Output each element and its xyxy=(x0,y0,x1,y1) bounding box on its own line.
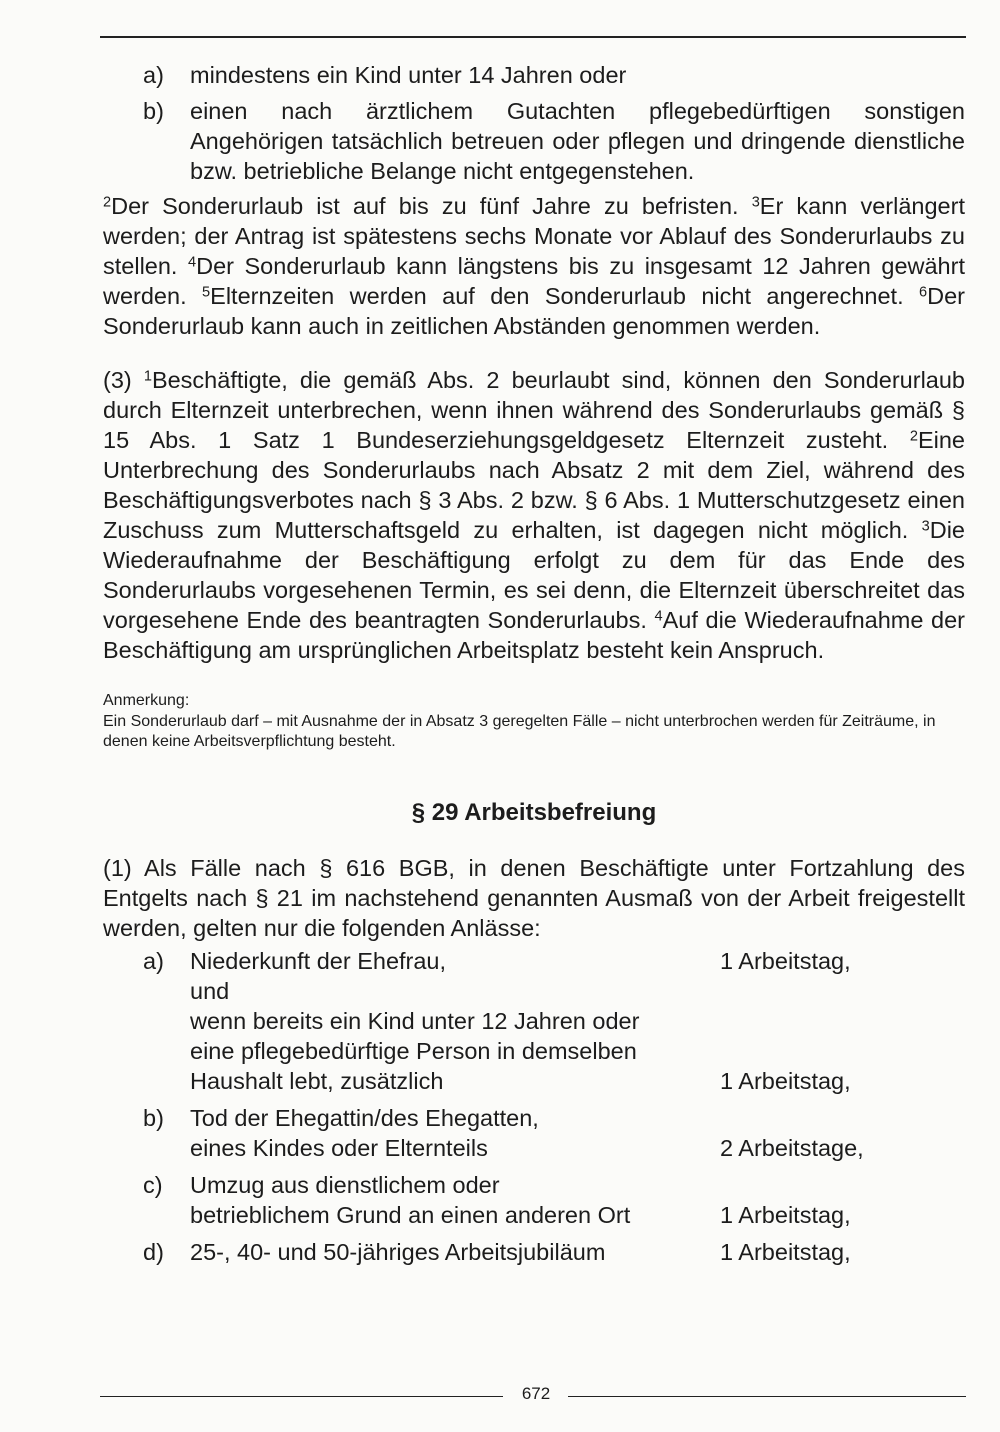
sentence-number: 6 xyxy=(919,284,928,301)
list-item xyxy=(143,96,965,186)
list-item xyxy=(143,60,965,90)
sentence-number: 4 xyxy=(654,608,663,625)
paragraph-3 xyxy=(103,365,965,665)
leave-label: c) xyxy=(143,1172,163,1198)
duration-value: 2 Arbeitstage, xyxy=(720,1135,864,1161)
leave-item-c xyxy=(143,1170,965,1230)
reason-line: 25-, 40- und 50-jähriges Arbeitsjubiläum xyxy=(190,1239,606,1265)
section-paragraph-1: (1) Als Fälle nach § 616 BGB, in denen Beschäftigte unter Fortzahlung des Entgelts nach § 21 im nachstehend genannten Ausmaß von der Arbeit freigestellt werden, gelten nur die folgenden Anlässe: xyxy=(103,855,965,941)
sentence: Beschäftigte, die gemäß Abs. 2 beurlaubt sind, können den Sonderurlaub durch Elternzeit unterbrechen, wenn ihnen während des Sonderurlaubs gemäß § 15 Abs. 1 Satz 1 Bundeserziehungsgeldgesetz Elternzeit zusteht. xyxy=(103,367,966,453)
leave-duration xyxy=(720,1237,965,1267)
leave-label: b) xyxy=(143,1105,164,1131)
leave-label: d) xyxy=(143,1239,164,1265)
sentence: Er kann verlängert werden; der Antrag ist spätestens sechs Monate vor Ablauf des Sonderurlaubs zu stellen. xyxy=(103,193,965,279)
sentence: Eine Unterbrechung des Sonderurlaubs nach Absatz 2 mit dem Ziel, während des Beschäftigungsverbotes nach § 3 Abs. 2 bzw. § 6 Abs. 1 Mutterschutzgesetz einen Zuschuss zum Mutterschaftsgeld zu erhalten, ist dagegen nicht möglich. xyxy=(103,427,965,543)
duration-value: 1 Arbeitstag, xyxy=(720,1202,851,1228)
sentence-number: 2 xyxy=(909,428,918,445)
reason-line: Tod der Ehegattin/des Ehegatten, xyxy=(190,1105,539,1131)
footer-rule-right xyxy=(568,1396,966,1397)
sentence: Auf die Wiederaufnahme der Beschäftigung am ursprünglichen Arbeitsplatz besteht kein Anspruch. xyxy=(103,607,965,663)
duration-value: 1 Arbeitstag, xyxy=(720,948,851,974)
paragraph-number: (3) xyxy=(103,367,144,393)
note-heading: Anmerkung: xyxy=(103,692,190,709)
section-title: § 29 Arbeitsbefreiung xyxy=(411,799,657,826)
page-number: 672 xyxy=(521,1384,551,1403)
sentence-number: 2 xyxy=(103,194,112,211)
leave-duration xyxy=(720,946,965,1096)
reason-line: und xyxy=(190,978,230,1004)
leave-item-d xyxy=(143,1237,965,1267)
sentence: Elternzeiten werden auf den Sonderurlaub nicht angerechnet. xyxy=(210,283,920,309)
sentence-number: 5 xyxy=(202,284,211,301)
reason-line: Umzug aus dienstlichem oder xyxy=(190,1172,500,1198)
leave-duration xyxy=(720,1103,965,1163)
note-block xyxy=(103,691,965,752)
page-content xyxy=(103,60,965,1274)
list-text: mindestens ein Kind unter 14 Jahren oder xyxy=(190,62,627,88)
leave-item-b xyxy=(143,1103,965,1163)
leave-reason xyxy=(190,1170,720,1230)
top-rule xyxy=(100,36,966,38)
leave-reason xyxy=(190,1103,720,1163)
leave-label: a) xyxy=(143,948,164,974)
sentence-number: 1 xyxy=(143,368,152,385)
list-label: b) xyxy=(143,98,164,124)
sentence-number: 3 xyxy=(921,518,930,535)
reason-line: betrieblichem Grund an einen anderen Ort xyxy=(190,1202,631,1228)
leave-duration xyxy=(720,1170,965,1230)
footer-rule-left xyxy=(100,1396,503,1397)
sentence: Der Sonderurlaub ist auf bis zu fünf Jahre zu befristen. xyxy=(111,193,752,219)
sentence: Der Sonderurlaub kann längstens bis zu insgesamt 12 Jahren gewährt werden. xyxy=(103,253,965,309)
leave-reason xyxy=(190,946,720,1096)
leave-list xyxy=(143,946,965,1267)
duration-value: 1 Arbeitstag, xyxy=(720,1068,851,1094)
sentence: Die Wiederaufnahme der Beschäftigung erfolgt zu dem für das Ende des Sonderurlaubs vorgesehenen Termin, es sei denn, die Elternzeit überschreitet das vorgesehene Ende des beantragten Sonderurlaubs. xyxy=(103,517,965,633)
reason-line: eine pflegebedürftige Person in demselben xyxy=(190,1038,637,1064)
reason-line: eines Kindes oder Elternteils xyxy=(190,1135,488,1161)
sentence: Der Sonderurlaub kann auch in zeitlichen Abständen genommen werden. xyxy=(103,283,966,339)
reason-line: wenn bereits ein Kind unter 12 Jahren oder xyxy=(190,1008,640,1034)
note-text: Ein Sonderurlaub darf – mit Ausnahme der in Absatz 3 geregelten Fälle – nicht unterbrochen werden für Zeiträume, in denen keine Arbeitsverpflichtung besteht. xyxy=(103,713,936,750)
sentence-number: 4 xyxy=(188,254,197,271)
list-label: a) xyxy=(143,62,164,88)
reason-line: Niederkunft der Ehefrau, xyxy=(190,948,447,974)
reason-line: Haushalt lebt, zusätzlich xyxy=(190,1068,444,1094)
list-text: einen nach ärztlichem Gutachten pflegebedürftigen sonstigen Angehörigen tatsächlich betreuen oder pflegen und dringende dienstliche bzw. betriebliche Belange nicht entgegenstehen. xyxy=(190,98,965,184)
duration-value: 1 Arbeitstag, xyxy=(720,1239,851,1265)
sentence-number: 3 xyxy=(751,194,760,211)
page-footer xyxy=(100,1382,966,1412)
leave-item-a xyxy=(143,946,965,1096)
paragraph-2-continuation xyxy=(103,191,965,341)
condition-list xyxy=(143,60,965,186)
leave-reason xyxy=(190,1237,720,1267)
